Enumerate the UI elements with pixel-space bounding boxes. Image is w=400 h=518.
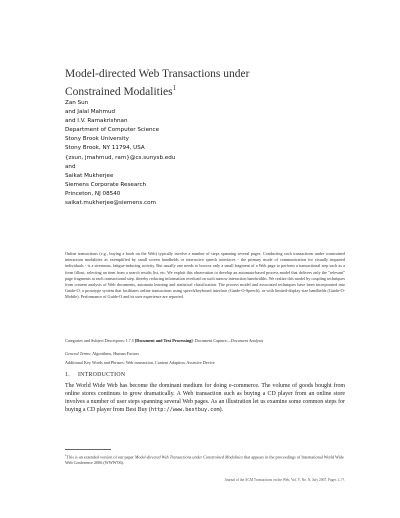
footnote [65, 453, 345, 466]
footnote-italic: Model-directed Web Transactions under Constrained Modalities [134, 454, 243, 460]
title-line-2 [65, 81, 355, 99]
affiliation-line: Stony Brook University [65, 136, 129, 143]
section-number: 1. [65, 372, 70, 378]
intro-url: http://www.bestbuy.com [150, 406, 220, 413]
title-footnote-mark: 1 [172, 84, 177, 92]
paper-title [65, 67, 355, 99]
author-line: Saikat Mukherjee [65, 172, 114, 179]
general-terms-value: Algorithms, Human Factors [92, 351, 139, 356]
title-line-1: Model-directed Web Transactions under [65, 68, 250, 80]
email-line: saikat.mukherjee@siemens.com [65, 200, 156, 207]
journal-footer: Journal of the ACM Transactions on the Web, Vol. V, No. N, July 2007, Pages 1–??. [224, 478, 345, 482]
general-terms-label: General Terms: [65, 351, 92, 356]
categories [65, 338, 345, 344]
section-title: INTRODUCTION [77, 372, 126, 378]
author-line: and Jalal Mahmud [65, 109, 116, 116]
author-line: Zan Sun [65, 100, 89, 106]
abstract: Online transactions (e.g., buying a book on the Web) typically involve a number of steps spanning several pages. Conducting such transactions under constrained interaction modalities as exemplified by small screen handhelds or interactive speech interfaces - the primary mode of communication for visually impaired individuals - is a strenuous, fatigue-inducing activity. But usually one needs to browse only a small fragment of a Web page to perform a transactional step such as a form fillout, selecting an item from a search results list, etc. We exploit this observation to develop an automata-based process model that delivers only the "relevant" page fragments at each transactional step, thereby reducing information overload on such narrow interaction bandwidths. We realize this model by coupling techniques from content analysis of Web documents, automata learning and statistical classification. The process model and associated techniques have been incorporated into Guide-O, a prototype system that facilitates online transactions using speech/keyboard interface (Guide-O-Speech), or with limited-display size handhelds (Guide-O-Mobile). Performance of Guide-O and its user experience are reported. [65, 251, 345, 300]
categories-rest: : Document Capture— [192, 338, 231, 343]
intro-end: ). [219, 406, 224, 413]
categories-bold: [Document and Text Processing] [134, 338, 193, 343]
general-terms [65, 351, 345, 357]
affiliation-line: Siemens Corporate Research [65, 181, 147, 188]
affiliation-line: Stony Brook, NY 11794, USA [65, 145, 145, 152]
author-block [65, 99, 365, 208]
footnote-rule [65, 449, 111, 450]
keywords-label: Additional Key Words and Phrases: [65, 360, 125, 365]
intro-text: The World Wide Web has become the dominant medium for doing e-commerce. The volume of goods bought from online stores continues to grow dramatically. A Web transaction such as buying a CD player from an online store involves a number of user steps spanning several Web pages. As an illustration let us examine some common steps for buying a CD player from Best Buy ( [65, 383, 345, 413]
footnote-mark: 1 [65, 453, 67, 457]
section-heading [65, 372, 345, 378]
footnote-text-pre: This is an extended version of our paper [66, 454, 135, 460]
footnote-text-post: that appears in the proceedings of International World Wide Web Conference 2006 (WWW'06). [65, 454, 344, 465]
keywords [65, 360, 345, 366]
intro-paragraph [65, 383, 345, 415]
email-line: {zsun, jmahmud, ram}@cs.sunysb.edu [65, 154, 176, 161]
affiliation-line: Princeton, NJ 08540 [65, 190, 121, 197]
author-line: and I.V. Ramakrishnan [65, 118, 128, 125]
author-line: and [65, 163, 76, 170]
categories-italic: Document Analysis [230, 338, 264, 343]
keywords-value: Web transaction, Content Adaption, Assistive Device [125, 360, 215, 365]
title-line-2-text: Constrained Modalities [65, 85, 173, 98]
categories-label: Categories and Subject Descriptors: I.7.5 [65, 338, 134, 343]
affiliation-line: Department of Computer Science [65, 127, 160, 134]
